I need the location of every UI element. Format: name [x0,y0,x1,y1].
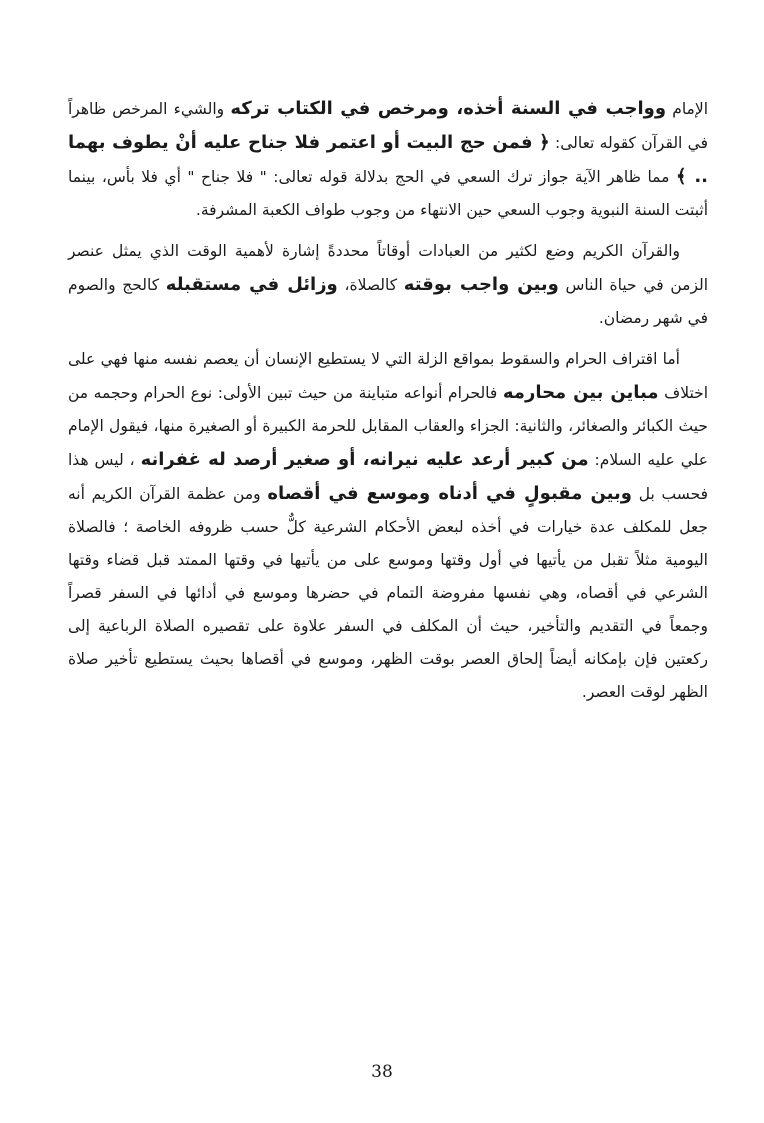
body-text: الإمام [666,100,708,118]
emphasized-text: وواجب في السنة أخذه، ومرخص في الكتاب تركه [230,98,667,119]
page-body [68,92,708,717]
body-text: كالصلاة، [337,276,404,294]
emphasized-text: مباين بين محارمه [502,382,659,403]
emphasized-text: وبين مقبولٍ في أدناه وموسع في أقصاه [267,483,632,504]
page-number: 38 [371,1062,393,1082]
body-text: والقرآن الكريم وضع لكثير من العبادات أوقاتاً محددةً إشارة لأهمية الوقت الذي يمثل عنصر الزمن في حياة الناس [68,242,709,294]
emphasized-text: ﴿ فمن حج البيت أو اعتمر فلا جناح عليه أنْ يطوف بهما .. ﴾ [68,132,708,187]
emphasized-text: وبين واجب بوقته [403,274,559,295]
emphasized-text: وزائل في مستقبله [165,274,338,295]
paragraph-1 [68,92,708,227]
body-text: كالحج والصوم في شهر رمضان. [68,276,708,327]
body-text: والشيء المرخص ظاهراً في القرآن كقوله تعالى: [68,100,708,152]
body-text: فالحرام أنواعه متباينة من حيث تبين الأولى: نوع الحرام وحجمه من حيث الكبائر والصغائر، والثانية: الجزاء والعقاب المقابل للحرمة الكبيرة أو الصغيرة منها، فيقول الإمام علي عليه السلام: [68,384,708,469]
body-text: ومن عظمة القرآن الكريم أنه جعل للمكلف عدة خيارات في أخذه لبعض الأحكام الشرعية كلٌّ حسب ظروفه الخاصة ؛ فالصلاة اليومية مثلاً تقبل من يأتيها في أول وقتها وموسع على من يأتيها في وقتها الممتد قبل قضاء وقتها الشرعي في أقصاه، وهي نفسها مفروضة التمام في حضرها وموسع في أدائها في السفر قصراً وجمعاً في التقديم والتأخير، حيث أن المكلف في السفر علاوة على تقصيره الصلاة الرباعية إلى ركعتين فإن بإمكانه أيضاً إلحاق العصر بوقت الظهر، وموسع في أقصاها بحيث يستطيع تأخير صلاة الظهر لوقت العصر. [68,485,708,701]
emphasized-text: من كبير أرعد عليه نيرانه، أو صغير أرصد له غفرانه [140,449,589,470]
paragraph-2 [68,235,708,335]
body-text: أما اقتراف الحرام والسقوط بمواقع الزلة التي لا يستطيع الإنسان أن يعصم نفسه منها فهي على اختلاف [68,350,709,402]
body-text: ، ليس هذا فحسب بل [68,451,708,503]
paragraph-3 [68,343,708,709]
body-text: مما ظاهر الآية جواز ترك السعي في الحج بدلالة قوله تعالى: " فلا جناح " أي فلا بأس، بينما أثبتت السنة النبوية وجوب السعي حين الانتهاء من وجوب طواف الكعبة المشرفة. [68,168,708,219]
